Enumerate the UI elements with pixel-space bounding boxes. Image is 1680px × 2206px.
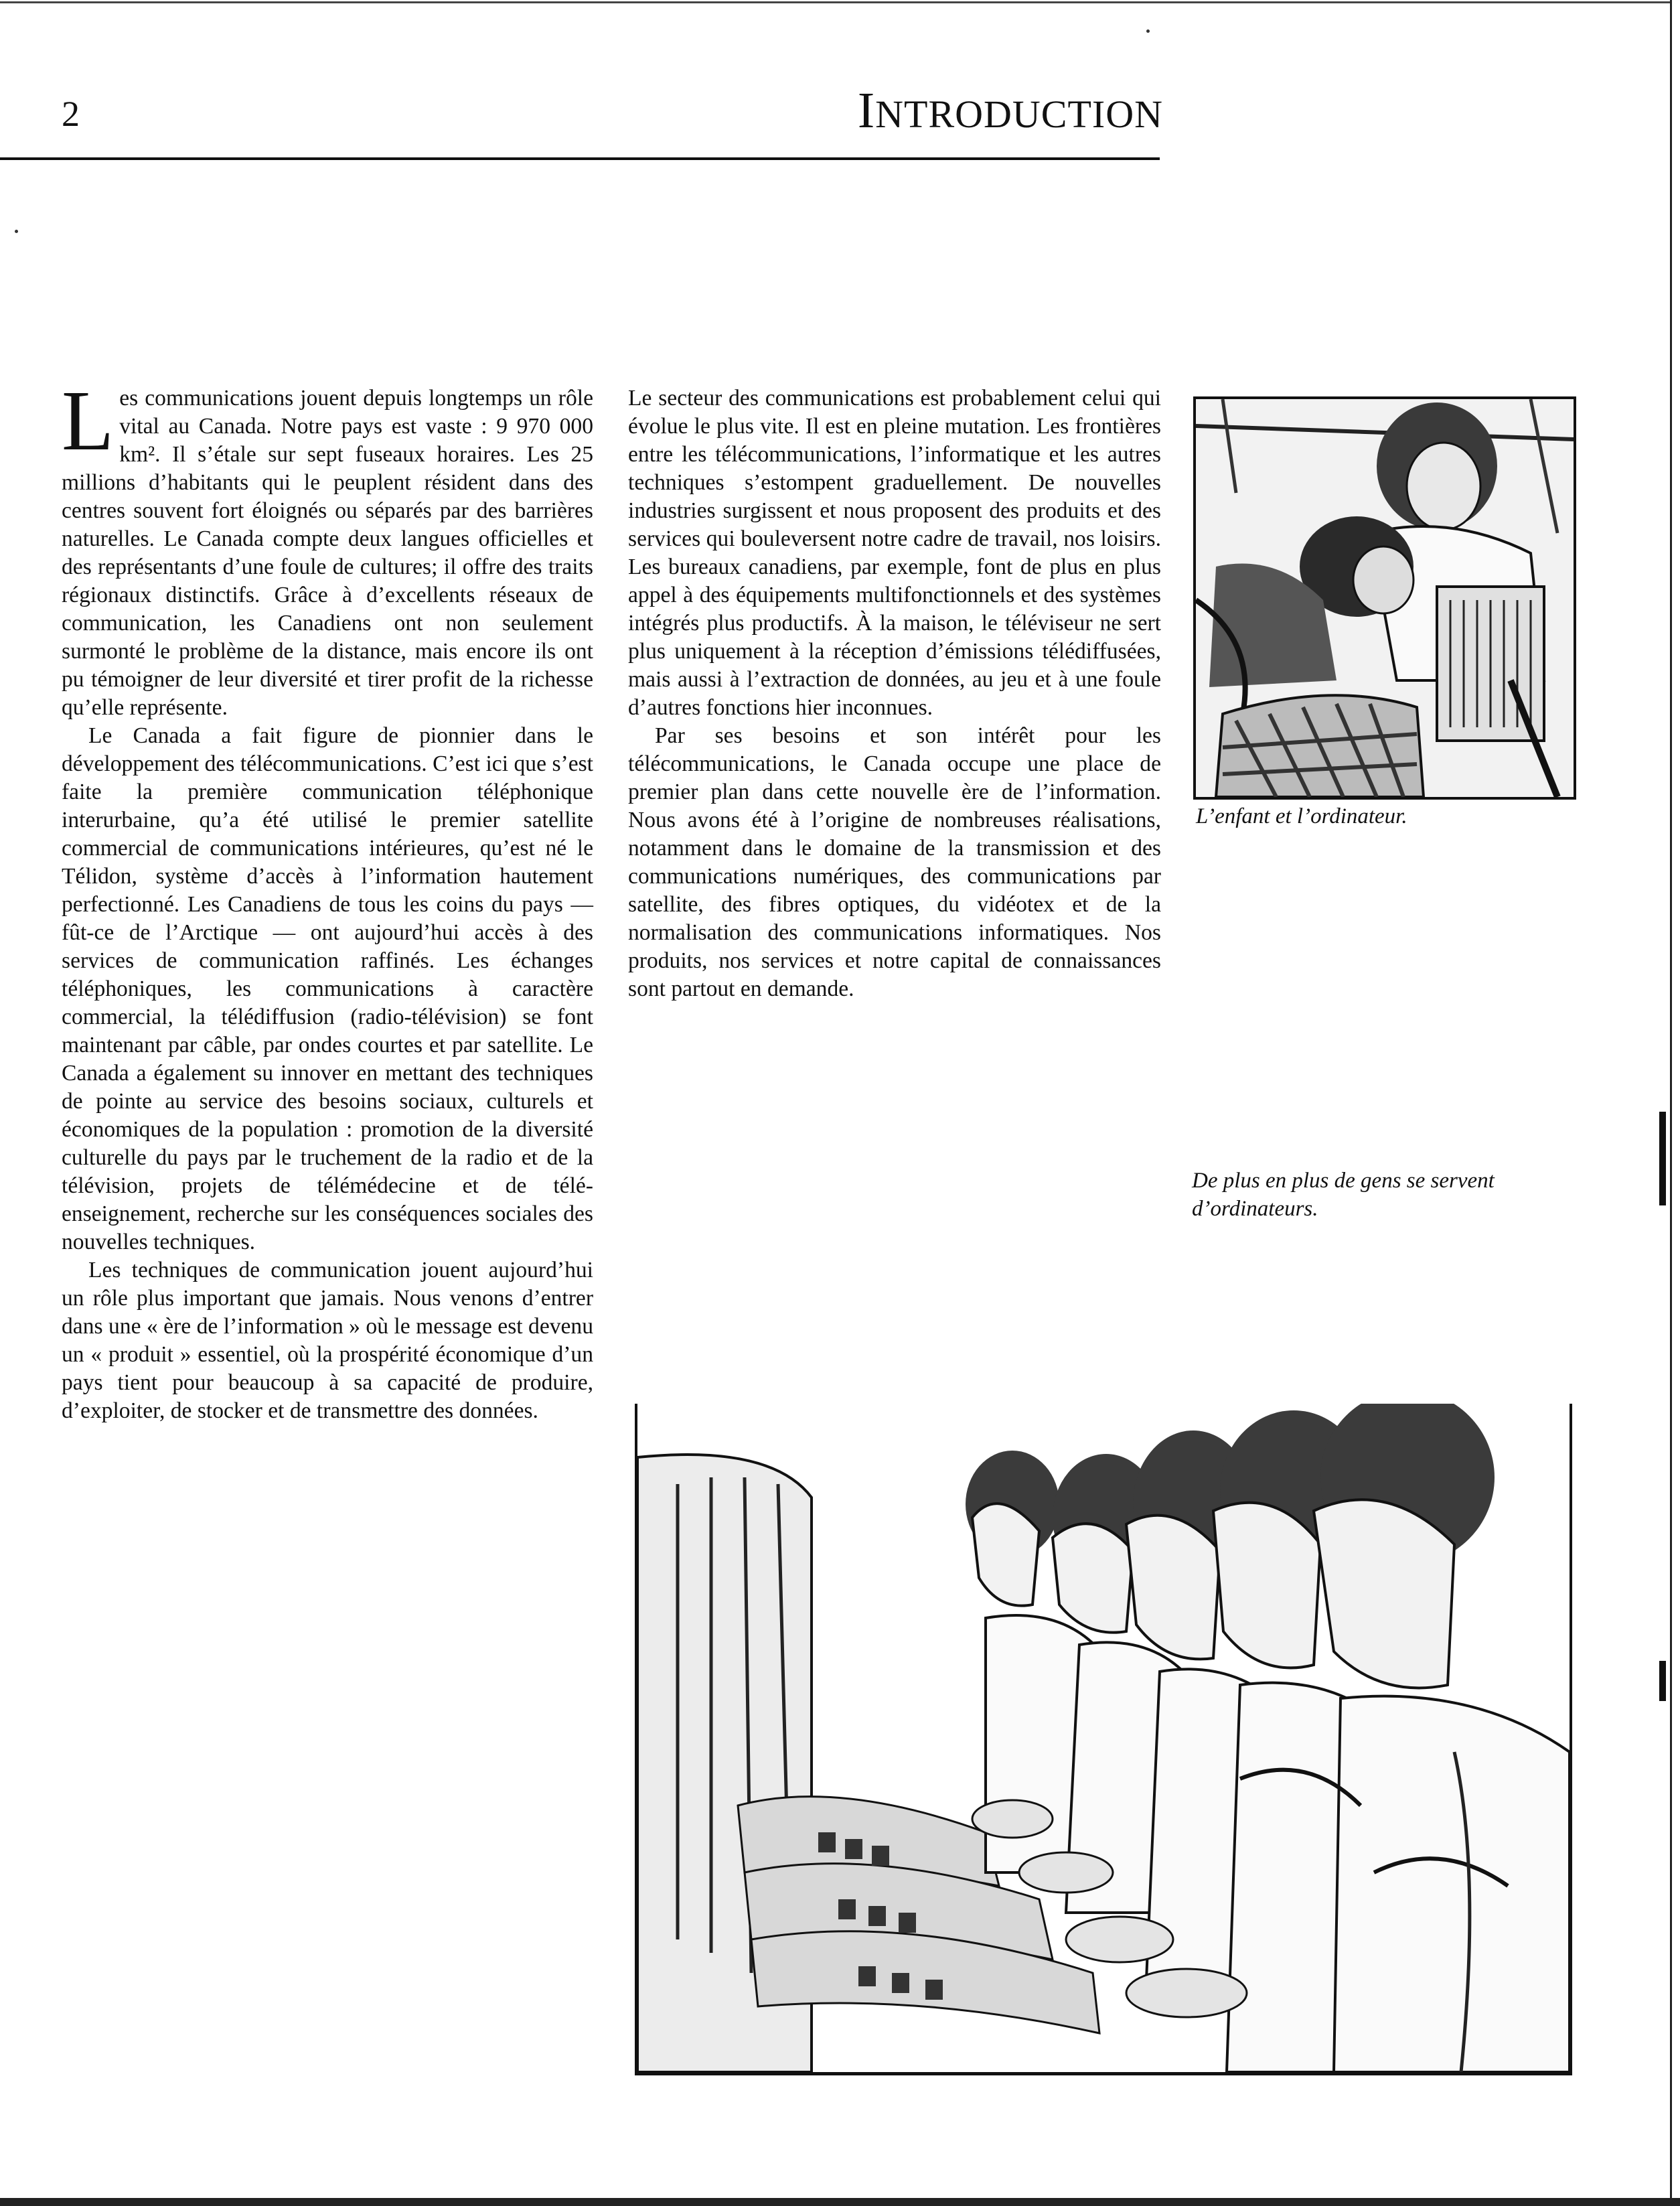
header-rule — [0, 157, 1160, 160]
paragraph: Le secteur des communications est probablement celui qui évolue le plus vite. Il est en pleine mutation. Les frontières entre les télécommunications, l’informatique et les autres techniques s’estompent graduellement. De nouvelles industries surgissent et nous proposent des produits et des services qui bouleversent notre cadre de travail, nos loisirs. Les bureaux canadiens, par exemple, font de plus en plus appel à des équipements multifonctionnels et des systèmes intégrés plus productifs. À la maison, le téléviseur ne sert plus uniquement à la réception d’émissions télédiffusées, mais aussi à l’extraction de données, au jeu et à une foule d’autres fonctions hier inconnues. — [628, 386, 1161, 720]
scan-edge-mark — [1659, 1661, 1666, 1701]
print-speck — [15, 230, 18, 233]
top-edge-line — [0, 1, 1680, 3]
photo-child-computer — [1193, 396, 1576, 800]
print-speck — [1146, 29, 1150, 33]
text-column-right — [628, 384, 1161, 1003]
binding-edge — [1670, 0, 1680, 2206]
photo-caption-people: De plus en plus de gens se servent d’ordinateurs. — [1192, 1169, 1495, 1221]
scan-edge-mark — [1659, 1112, 1666, 1205]
drop-cap: L — [62, 373, 114, 468]
paragraph — [62, 373, 593, 722]
bottom-edge-band — [0, 2198, 1680, 2206]
photo-people-at-terminals — [635, 1404, 1572, 2075]
text-column-left — [62, 373, 593, 1425]
photo-caption-child: L’enfant et l’ordinateur. — [1196, 804, 1407, 828]
paragraph-text: es communications jouent depuis longtemps un rôle vital au Canada. Notre pays est vaste : 9 970 000 km². Il s’étale sur sept fuseaux horaires. Les 25 millions d’habitants qui le peuplent résident dans des centres souvent fort éloignés ou séparés par des barrières naturelles. Le Canada compte deux langues officielles et des représentants d’une foule de cultures; il offre des traits régionaux distinctifs. Grâce à d’excellents réseaux de communication, les Canadiens ont non seulement surmonté le problème de la distance, mais encore ils ont pu témoigner de leur diversité et tirer profit de la richesse qu’elle représente. — [62, 386, 593, 720]
paragraph: Le Canada a fait figure de pionnier dans le développement des télécommunications. C’est ici que s’est faite la première communication téléphonique interurbaine, qu’a été utilisé le premier satellite commercial de communications intérieures, qu’est né le Télidon, système d’accès à l’information hautement perfectionné. Les Canadiens de tous les coins du pays — fût-ce de l’Arctique — ont aujourd’hui accès à des services de communication raffinés. Les échanges téléphoniques, les communications à caractère commercial, la télédiffusion (radio-télévision) se font maintenant par câble, par ondes courtes et par satellite. Le Canada a également su innover en mettant des techniques de pointe au service des besoins sociaux, culturels et économiques de la population : promotion de la diversité culturelle du pays par le truchement de la radio et de la télévision, projets de télémédecine et de télé-enseignement, recherche sur les conséquences sociales des nouvelles techniques. — [62, 723, 593, 1254]
page-title-rest: NTRODUCTION — [875, 92, 1163, 136]
paragraph: Par ses besoins et son intérêt pour les télécommunications, le Canada occupe une place de premier plan dans cette nouvelle ère de l’information. Nous avons été à l’origine de nombreuses réalisations, notamment dans le domaine de la transmission et des communications numériques, des communications par satellite, des fibres optiques, du vidéotex et de la normalisation des communications informatiques. Nos produits, nos services et notre capital de connaissances sont partout en demande. — [628, 723, 1161, 1001]
page-number: 2 — [62, 94, 80, 134]
photo-people-at-terminals-illustration — [637, 1404, 1570, 2072]
paragraph: Les techniques de communication jouent aujourd’hui un rôle plus important que jamais. Nous venons d’entrer dans une « ère de l’information » où le message est devenu un « produit » essentiel, où la prospérité économique d’un pays tient pour beaucoup à sa capacité de produire, d’exploiter, de stocker et de transmettre des données. — [62, 1258, 593, 1423]
photo-child-computer-illustration — [1196, 399, 1574, 797]
page-title — [858, 82, 1163, 143]
page-title-initial: I — [857, 82, 876, 139]
